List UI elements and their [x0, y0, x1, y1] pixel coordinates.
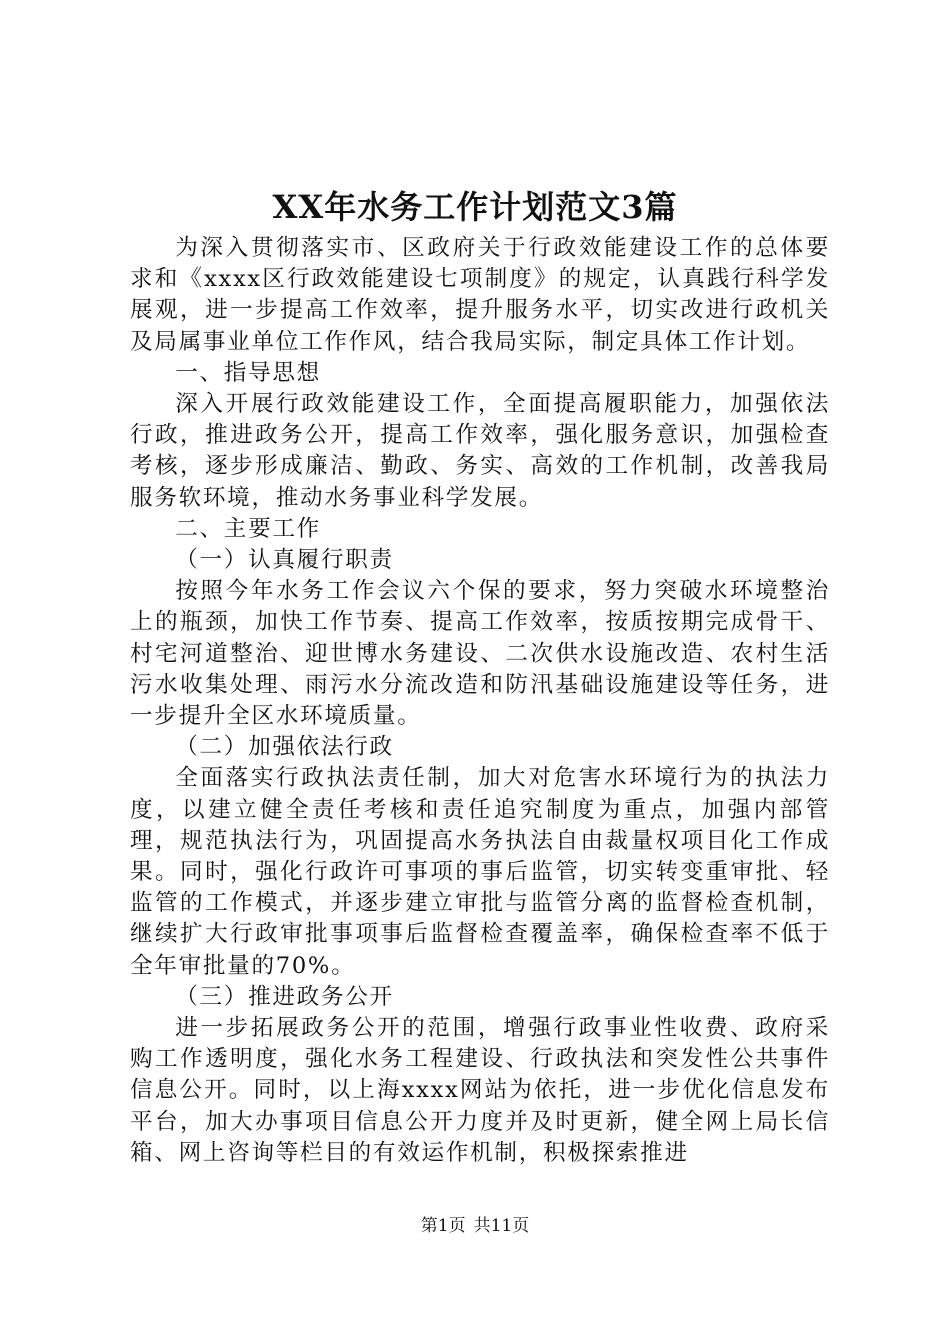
duties-paragraph: 按照今年水务工作会议六个保的要求，努力突破水环境整治上的瓶颈，加快工作节奏、提高工作效率，按质按期完成骨干、村宅河道整治、迎世博水务建设、二次供水设施改造、农村生活污水收集处理、雨污水分流改造和防汛基础设施建设等任务，进一步提升全区水环境质量。: [130, 578, 830, 730]
document-body: [130, 233, 830, 1169]
document-title: XX年水务工作计划范文3篇: [272, 188, 678, 226]
guiding-thought-paragraph: 深入开展行政效能建设工作，全面提高履职能力，加强依法行政，推进政务公开，提高工作效率，强化服务意识，加强检查考核，逐步形成廉洁、勤政、务实、高效的工作机制，改善我局服务软环境，推动水务事业科学发展。: [130, 391, 830, 511]
section-heading-main-work: 二、主要工作: [175, 515, 321, 542]
open-affairs-paragraph: 进一步拓展政务公开的范围，增强行政事业性收费、政府采购工作透明度，强化水务工程建设、行政执法和突发性公共事件信息公开。同时，以上海xxxx网站为依托，进一步优化信息发布平台，加大办事项目信息公开力度并及时更新，健全网上局长信箱、网上咨询等栏目的有效运作机制，积极探索推进: [130, 1015, 830, 1166]
subsection-heading-law-administration: （二）加强依法行政: [175, 734, 394, 761]
subsection-heading-open-affairs: （三）推进政务公开: [175, 983, 394, 1010]
law-administration-paragraph: 全面落实行政执法责任制，加大对危害水环境行为的执法力度，以建立健全责任考核和责任追究制度为重点，加强内部管理，规范执法行为，巩固提高水务执法自由裁量权项目化工作成果。同时，强化行政许可事项的事后监管，切实转变重审批、轻监管的工作模式，并逐步建立审批与监管分离的监督检查机制，继续扩大行政审批事项事后监督检查覆盖率，确保检查率不低于全年审批量的70%。: [130, 765, 830, 979]
page-number: 第1页: [420, 1216, 466, 1236]
intro-paragraph: 为深入贯彻落实市、区政府关于行政效能建设工作的总体要求和《xxxx区行政效能建设七项制度》的规定，认真践行科学发展观，进一步提高工作效率，提升服务水平，切实改进行政机关及局属事业单位工作作风，结合我局实际，制定具体工作计划。: [130, 235, 830, 355]
page-footer: [0, 1214, 950, 1238]
section-heading-guiding-thought: 一、指导思想: [175, 359, 321, 386]
subsection-heading-duties: （一）认真履行职责: [175, 547, 394, 574]
page-total: 共11页: [473, 1216, 530, 1236]
